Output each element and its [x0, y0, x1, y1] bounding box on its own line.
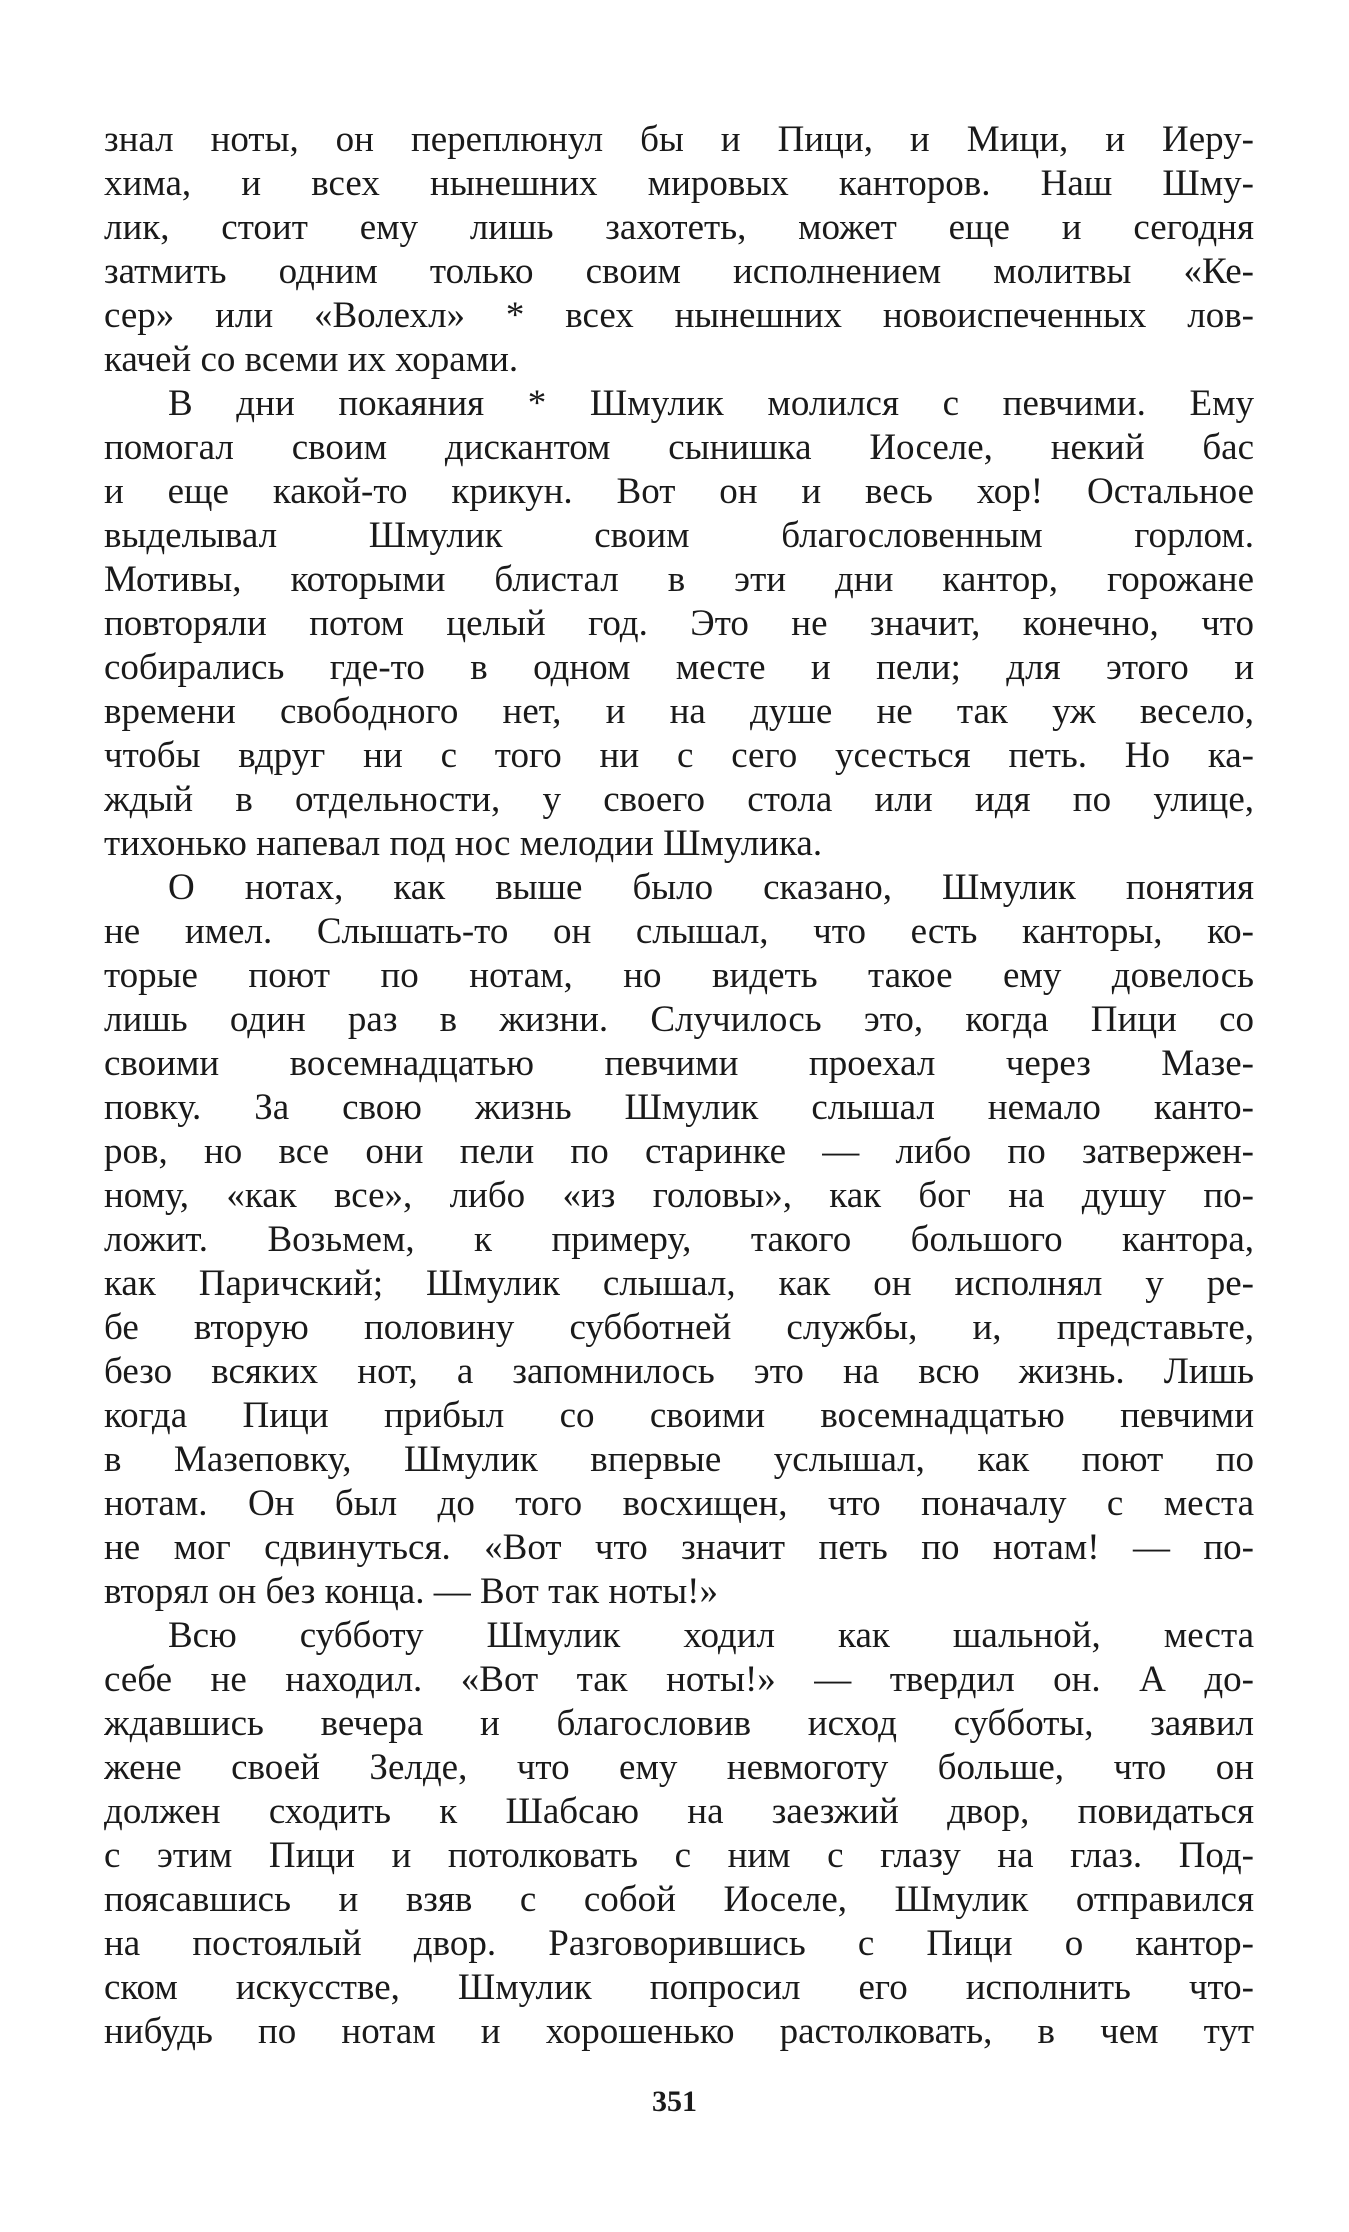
text-line: нотам. Он был до того восхищен, что поначалу с места [104, 1483, 1254, 1524]
text-line: ждый в отдельности, у своего стола или идя по улице, [104, 779, 1254, 820]
text-line: себе не находил. «Вот так ноты!» — твердил он. А до- [104, 1659, 1254, 1700]
text-line: поясавшись и взяв с собой Иоселе, Шмулик отправился [104, 1879, 1254, 1920]
text-line: не имел. Слышать-то он слышал, что есть канторы, ко- [104, 911, 1254, 952]
text-line: бе вторую половину субботней службы, и, представьте, [104, 1307, 1254, 1348]
text-line: ждавшись вечера и благословив исход субботы, заявил [104, 1703, 1254, 1744]
text-line: знал ноты, он переплюнул бы и Пици, и Мици, и Иеру- [104, 119, 1254, 160]
text-line: повторяли потом целый год. Это не значит, конечно, что [104, 603, 1254, 644]
text-line: и еще какой-то крикун. Вот он и весь хор! Остальное [104, 471, 1254, 512]
text-line: хима, и всех нынешних мировых канторов. Наш Шму- [104, 163, 1254, 204]
text-line: чтобы вдруг ни с того ни с сего усесться петь. Но ка- [104, 735, 1254, 776]
text-line: своими восемнадцатью певчими проехал через Мазе- [104, 1043, 1254, 1084]
text-line: вторял он без конца. — Вот так ноты!» [104, 1571, 719, 1612]
text-line: безо всяких нот, а запомнилось это на всю жизнь. Лишь [104, 1351, 1254, 1392]
text-line: нибудь по нотам и хорошенько растолковать, в чем тут [104, 2011, 1254, 2052]
text-line: выделывал Шмулик своим благословенным горлом. [104, 515, 1254, 556]
text-line: ров, но все они пели по старинке — либо по затвержен- [104, 1131, 1254, 1172]
text-line: В дни покаяния * Шмулик молился с певчими. Ему [168, 383, 1254, 424]
text-line: не мог сдвинуться. «Вот что значит петь по нотам! — по- [104, 1527, 1254, 1568]
text-line: помогал своим дискантом сынишка Иоселе, некий бас [104, 427, 1254, 468]
text-line: ском искусстве, Шмулик попросил его исполнить что- [104, 1967, 1254, 2008]
text-line: с этим Пици и потолковать с ним с глазу на глаз. Под- [104, 1835, 1254, 1876]
text-line: сер» или «Волехл» * всех нынешних новоиспеченных лов- [104, 295, 1254, 336]
text-line: Мотивы, которыми блистал в эти дни кантор, горожане [104, 559, 1254, 600]
text-line: как Паричский; Шмулик слышал, как он исполнял у ре- [104, 1263, 1254, 1304]
text-line: О нотах, как выше было сказано, Шмулик понятия [168, 867, 1254, 908]
text-line: собирались где-то в одном месте и пели; для этого и [104, 647, 1254, 688]
text-line: ложит. Возьмем, к примеру, такого большого кантора, [104, 1219, 1254, 1260]
text-line: торые поют по нотам, но видеть такое ему довелось [104, 955, 1254, 996]
text-line: затмить одним только своим исполнением молитвы «Ке- [104, 251, 1254, 292]
text-line: должен сходить к Шабсаю на заезжий двор, повидаться [104, 1791, 1254, 1832]
text-line: лик, стоит ему лишь захотеть, может еще и сегодня [104, 207, 1254, 248]
text-line: жене своей Зелде, что ему невмоготу больше, что он [104, 1747, 1254, 1788]
text-line: времени свободного нет, и на душе не так уж весело, [104, 691, 1254, 732]
text-line: качей со всеми их хорами. [104, 339, 519, 380]
text-line: лишь один раз в жизни. Случилось это, когда Пици со [104, 999, 1254, 1040]
text-line: тихонько напевал под нос мелодии Шмулика. [104, 823, 823, 864]
text-line: в Мазеповку, Шмулик впервые услышал, как поют по [104, 1439, 1254, 1480]
text-line: на постоялый двор. Разговорившись с Пици о кантор- [104, 1923, 1254, 1964]
text-line: когда Пици прибыл со своими восемнадцатью певчими [104, 1395, 1254, 1436]
text-line: повку. За свою жизнь Шмулик слышал немало канто- [104, 1087, 1254, 1128]
page-number: 351 [652, 2085, 697, 2118]
page-text [104, 118, 1254, 2054]
text-line: ному, «как все», либо «из головы», как бог на душу по- [104, 1175, 1254, 1216]
text-line: Всю субботу Шмулик ходил как шальной, места [168, 1615, 1254, 1656]
